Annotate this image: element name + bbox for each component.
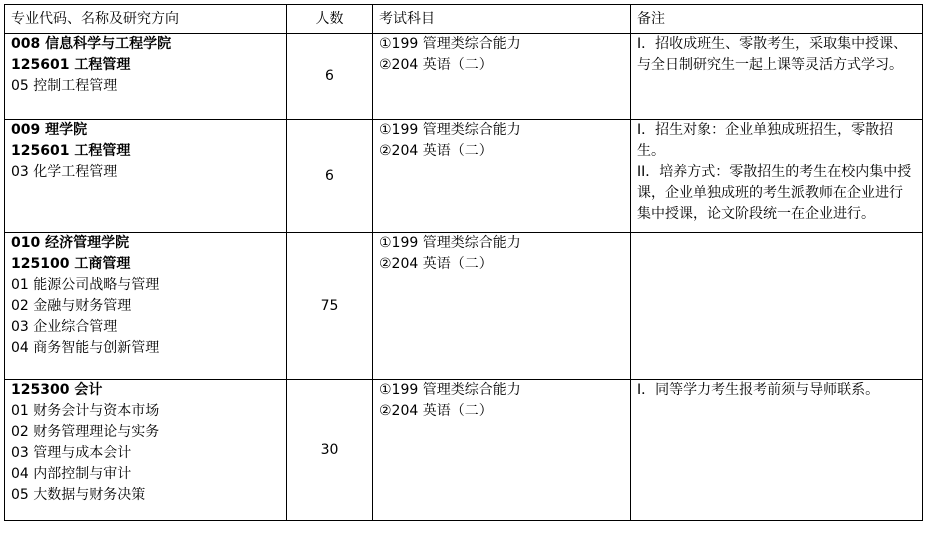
program-cell bbox=[5, 380, 287, 521]
research-direction: 05 控制工程管理 bbox=[11, 78, 118, 94]
header-exams: 考试科目 bbox=[373, 5, 631, 34]
program-cell bbox=[5, 120, 287, 233]
header-count: 人数 bbox=[287, 5, 373, 34]
research-direction: 02 财务管理理论与实务 bbox=[11, 424, 160, 440]
exam-subject: ②204 英语（二） bbox=[379, 403, 493, 419]
notes-cell bbox=[631, 380, 923, 521]
exam-subject: ①199 管理类综合能力 bbox=[379, 235, 521, 251]
research-direction: 01 能源公司战略与管理 bbox=[11, 277, 160, 293]
research-direction: 02 金融与财务管理 bbox=[11, 298, 132, 314]
program-cell bbox=[5, 34, 287, 120]
table-row bbox=[5, 233, 923, 380]
header-notes: 备注 bbox=[631, 5, 923, 34]
major-name: 125601 工程管理 bbox=[11, 143, 131, 159]
school-name: 008 信息科学与工程学院 bbox=[11, 36, 172, 52]
exam-subject: ②204 英语（二） bbox=[379, 256, 493, 272]
exam-subject: ①199 管理类综合能力 bbox=[379, 122, 521, 138]
exam-subject: ①199 管理类综合能力 bbox=[379, 36, 521, 52]
major-name: 125601 工程管理 bbox=[11, 57, 131, 73]
table-row bbox=[5, 120, 923, 233]
research-direction: 03 化学工程管理 bbox=[11, 164, 118, 180]
table-row bbox=[5, 34, 923, 120]
school-name: 009 理学院 bbox=[11, 122, 88, 138]
major-name: 125100 工商管理 bbox=[11, 256, 131, 272]
research-direction: 04 内部控制与审计 bbox=[11, 466, 132, 482]
count-cell: 6 bbox=[287, 34, 373, 120]
exams-cell bbox=[373, 120, 631, 233]
exam-subject: ②204 英语（二） bbox=[379, 143, 493, 159]
notes-cell bbox=[631, 34, 923, 120]
research-direction: 03 管理与成本会计 bbox=[11, 445, 132, 461]
note-text: I．同等学力考生报考前须与导师联系。 bbox=[637, 382, 880, 398]
count-cell: 6 bbox=[287, 120, 373, 233]
major-name: 125300 会计 bbox=[11, 382, 103, 398]
exam-subject: ②204 英语（二） bbox=[379, 57, 493, 73]
table-row bbox=[5, 380, 923, 521]
research-direction: 03 企业综合管理 bbox=[11, 319, 118, 335]
exam-subject: ①199 管理类综合能力 bbox=[379, 382, 521, 398]
exams-cell bbox=[373, 380, 631, 521]
research-direction: 04 商务智能与创新管理 bbox=[11, 340, 160, 356]
header-program: 专业代码、名称及研究方向 bbox=[5, 5, 287, 34]
exams-cell bbox=[373, 233, 631, 380]
note-text: II．培养方式：零散招生的考生在校内集中授课，企业单独成班的考生派教师在企业进行集中授课，论文阶段统一在企业进行。 bbox=[637, 164, 912, 222]
notes-cell bbox=[631, 233, 923, 380]
count-cell: 30 bbox=[287, 380, 373, 521]
notes-cell bbox=[631, 120, 923, 233]
note-text: I．招生对象：企业单独成班招生，零散招生。 bbox=[637, 122, 894, 159]
note-text: I．招收成班生、零散考生，采取集中授课、与全日制研究生一起上课等灵活方式学习。 bbox=[637, 36, 908, 73]
admissions-table bbox=[4, 4, 923, 521]
school-name: 010 经济管理学院 bbox=[11, 235, 130, 251]
research-direction: 05 大数据与财务决策 bbox=[11, 487, 146, 503]
exams-cell bbox=[373, 34, 631, 120]
count-cell: 75 bbox=[287, 233, 373, 380]
table-header-row bbox=[5, 5, 923, 34]
research-direction: 01 财务会计与资本市场 bbox=[11, 403, 160, 419]
program-cell bbox=[5, 233, 287, 380]
